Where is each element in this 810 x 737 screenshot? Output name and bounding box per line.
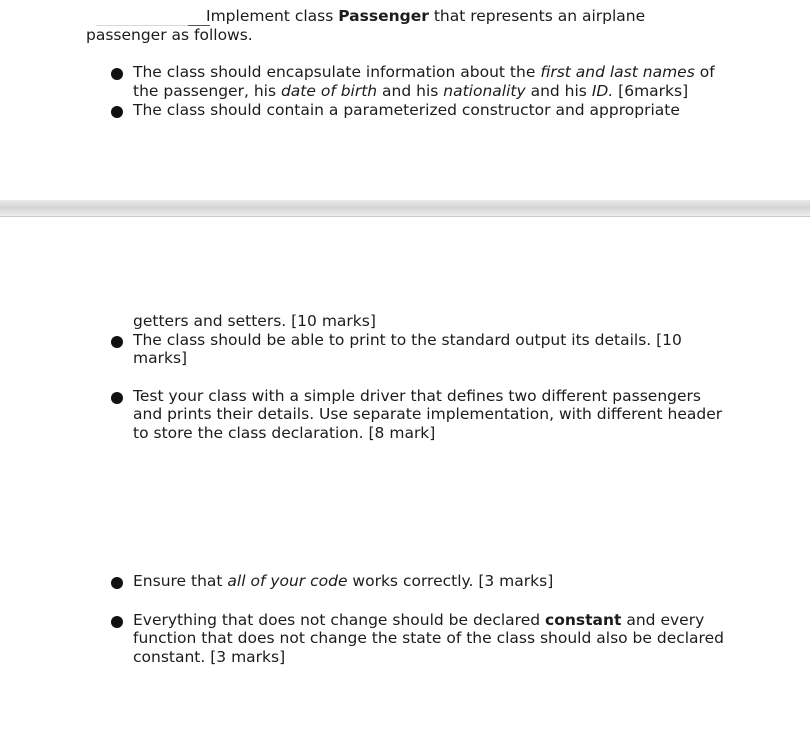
emphasis-text: all of your code: [227, 572, 348, 590]
bullet-6-line-3: constant. [3 marks]: [133, 648, 286, 666]
emphasis-text: first and last names: [540, 63, 695, 81]
bullet-dot: [111, 68, 123, 80]
keyword-constant: constant: [545, 611, 622, 629]
bullet-6-line-2: function that does not change the state of the class should also be declared: [133, 629, 724, 647]
bullet-2-line-1: The class should contain a parameterized constructor and appropriate: [133, 101, 680, 119]
bullet-6-line-1: Everything that does not change should be declared constant and every: [133, 611, 705, 629]
bullet-4-line-1: Test your class with a simple driver that defines two different passengers: [133, 387, 701, 405]
bullet-3-line-1: The class should be able to print to the standard output its details. [10: [133, 331, 682, 349]
bullet-3-line-2: marks]: [133, 349, 188, 367]
emphasis-text: nationality: [443, 82, 526, 100]
intro-text: that represents an airplane: [428, 7, 646, 25]
bullet-2-line-2: getters and setters. [10 marks]: [133, 312, 376, 330]
bullet-5-line-1: Ensure that all of your code works correctly. [3 marks]: [133, 572, 554, 590]
bullet-dot: [111, 392, 123, 404]
intro-line-2: passenger as follows.: [86, 26, 253, 44]
bullet-dot: [111, 336, 123, 348]
emphasis-text: date of birth: [280, 82, 378, 100]
page-break-separator: [0, 200, 810, 217]
page-break-edge: [0, 216, 810, 217]
bullet-4-line-2: and prints their details. Use separate implementation, with different header: [133, 405, 723, 423]
bullet-dot: [111, 106, 123, 118]
bullet-dot: [111, 616, 123, 628]
intro-line-1: [206, 7, 645, 26]
emphasis-text: ID.: [591, 82, 614, 100]
bullet-1-line-2: the passenger, his date of birth and his nationality and his ID. [6marks]: [133, 82, 689, 100]
class-name-passenger: Passenger: [338, 7, 429, 25]
intro-text: Implement class: [206, 7, 339, 25]
bullet-1-line-1: The class should encapsulate information about the first and last names of: [133, 63, 715, 81]
bullet-4-line-3: to store the class declaration. [8 mark]: [133, 424, 436, 442]
bullet-dot: [111, 577, 123, 589]
